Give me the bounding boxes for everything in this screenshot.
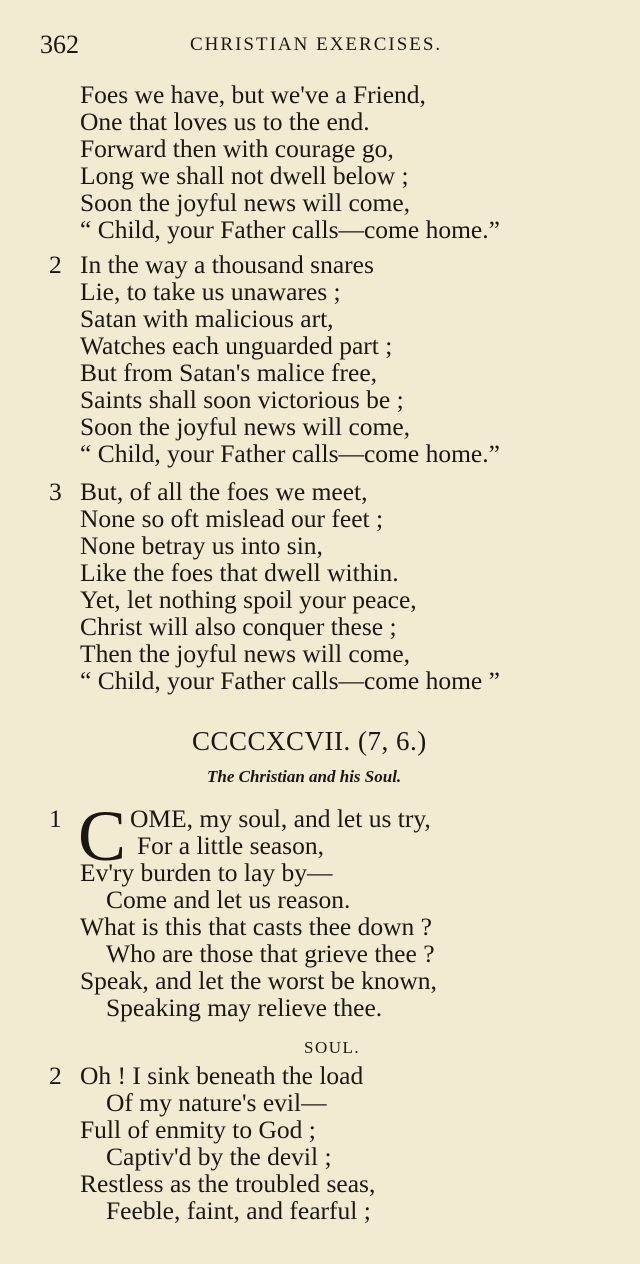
verse-line: What is this that casts thee down ? xyxy=(80,912,432,941)
verse-line: Then the joyful news will come, xyxy=(80,639,411,668)
verse-line: Christ will also conquer these ; xyxy=(80,612,397,641)
running-title: CHRISTIAN EXERCISES. xyxy=(190,34,443,55)
page-number: 362 xyxy=(40,30,79,59)
page-header xyxy=(40,30,600,62)
verse-line: But from Satan's malice free, xyxy=(80,358,378,387)
verse-line: Ev'ry burden to lay by— xyxy=(80,858,333,887)
verse-line: Of my nature's evil— xyxy=(106,1088,327,1117)
verse-line: Full of enmity to God ; xyxy=(80,1115,316,1144)
verse-line: In the way a thousand snares xyxy=(80,250,374,279)
verse-line: Who are those that grieve thee ? xyxy=(106,939,435,968)
verse-line: Foes we have, but we've a Friend, xyxy=(80,80,426,109)
stanza-number: 1 xyxy=(49,804,62,833)
verse-line: None betray us into sin, xyxy=(80,531,323,560)
verse-line: One that loves us to the end. xyxy=(80,107,370,136)
verse-line: Soon the joyful news will come, xyxy=(80,188,411,217)
verse-line: Like the foes that dwell within. xyxy=(80,558,399,587)
verse-line: Soon the joyful news will come, xyxy=(80,412,411,441)
verse-line: Restless as the troubled seas, xyxy=(80,1169,376,1198)
drop-cap: C xyxy=(78,796,127,876)
verse-line: Feeble, faint, and fearful ; xyxy=(106,1196,371,1225)
stanza-number: 2 xyxy=(49,1061,62,1090)
verse-line: Saints shall soon victorious be ; xyxy=(80,385,404,414)
verse-line: Watches each unguarded part ; xyxy=(80,331,393,360)
hymn-subtitle: The Christian and his Soul. xyxy=(207,767,402,786)
verse-line: OME, my soul, and let us try, xyxy=(130,804,431,833)
stanza-number: 3 xyxy=(49,477,62,506)
verse-line: Captiv'd by the devil ; xyxy=(106,1142,332,1171)
verse-line: “ Child, your Father calls—come home.” xyxy=(80,439,500,468)
stanza-number: 2 xyxy=(49,250,62,279)
verse-line: Speak, and let the worst be known, xyxy=(80,966,437,995)
verse-line: For a little season, xyxy=(137,831,324,860)
verse-line: “ Child, your Father calls—come home.” xyxy=(80,215,500,244)
verse-line: Come and let us reason. xyxy=(106,885,351,914)
speaker-label: SOUL. xyxy=(304,1038,361,1057)
hymn-title: CCCCXCVII. (7, 6.) xyxy=(192,726,427,756)
verse-line: Oh ! I sink beneath the load xyxy=(80,1061,364,1090)
verse-line: Yet, let nothing spoil your peace, xyxy=(80,585,417,614)
verse-line: Satan with malicious art, xyxy=(80,304,334,333)
verse-line: Speaking may relieve thee. xyxy=(106,993,383,1022)
verse-line: “ Child, your Father calls—come home ” xyxy=(80,666,500,695)
verse-line: Forward then with courage go, xyxy=(80,134,394,163)
verse-line: Long we shall not dwell below ; xyxy=(80,161,409,190)
verse-line: Lie, to take us unawares ; xyxy=(80,277,341,306)
verse-line: None so oft mislead our feet ; xyxy=(80,504,384,533)
verse-line: But, of all the foes we meet, xyxy=(80,477,368,506)
